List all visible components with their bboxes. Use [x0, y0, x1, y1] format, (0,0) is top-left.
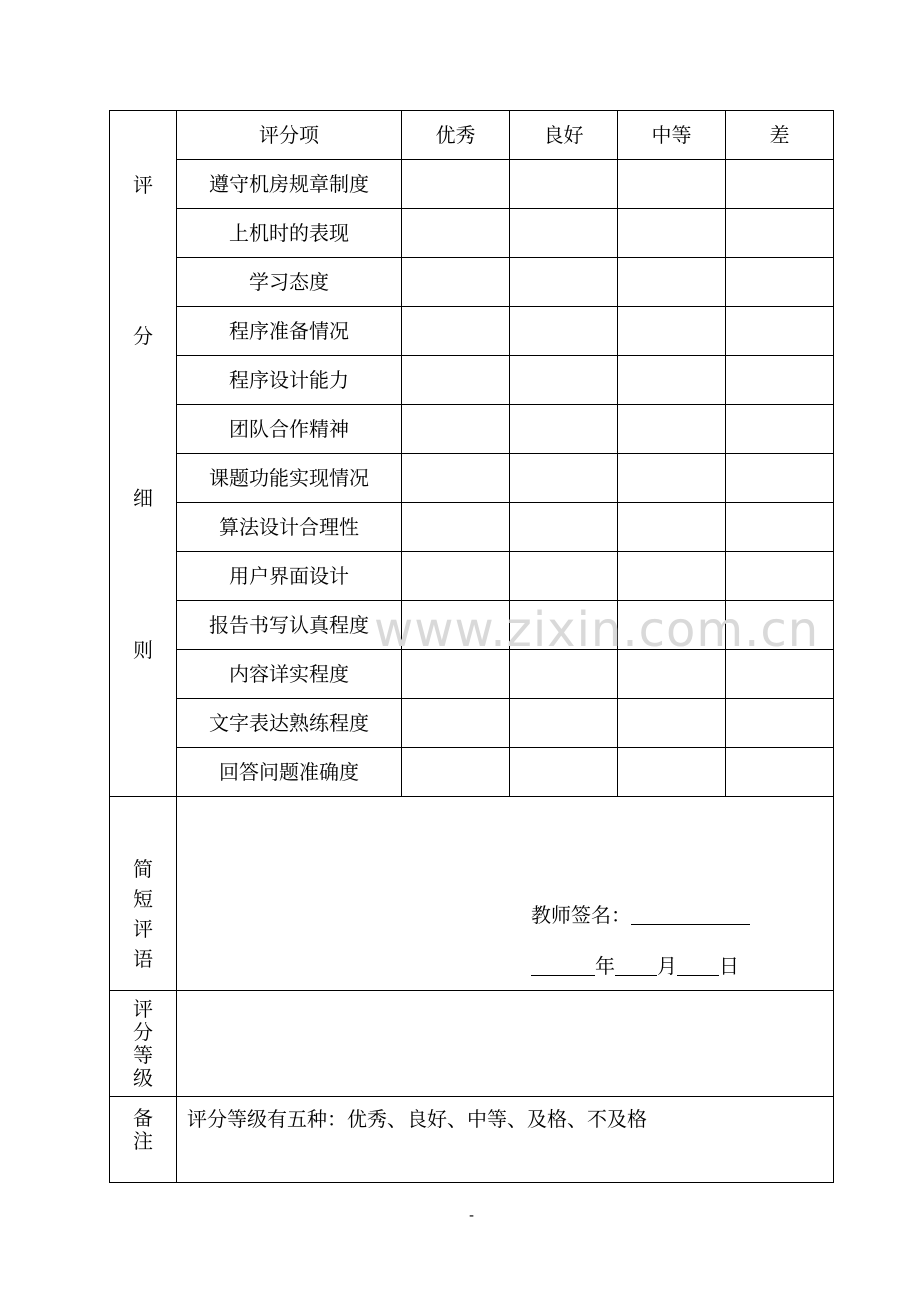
signature-label: 教师签名： — [531, 903, 631, 927]
score-cell-excellent[interactable] — [402, 748, 510, 797]
score-cell-poor[interactable] — [726, 699, 834, 748]
signature-blank[interactable] — [631, 904, 750, 925]
criteria-label: 程序准备情况 — [177, 307, 402, 356]
evaluation-side-label — [110, 111, 177, 797]
side-char: 级 — [133, 1065, 153, 1090]
score-cell-poor[interactable] — [726, 307, 834, 356]
score-cell-excellent[interactable] — [402, 356, 510, 405]
score-cell-poor[interactable] — [726, 356, 834, 405]
header-excellent: 优秀 — [402, 111, 510, 160]
criteria-row — [110, 405, 834, 454]
side-char: 评 — [133, 996, 153, 1021]
criteria-label: 遵守机房规章制度 — [177, 160, 402, 209]
side-char: 备 — [133, 1106, 153, 1130]
score-cell-good[interactable] — [510, 258, 618, 307]
comment-side-label — [110, 797, 177, 991]
grade-area[interactable] — [177, 991, 834, 1097]
comment-area[interactable] — [177, 797, 834, 991]
teacher-signature — [531, 903, 750, 927]
score-cell-poor[interactable] — [726, 405, 834, 454]
score-cell-good[interactable] — [510, 699, 618, 748]
page-footer-mark: - — [469, 1208, 475, 1224]
score-cell-poor[interactable] — [726, 748, 834, 797]
note-side-label — [110, 1097, 177, 1183]
note-text: 评分等级有五种：优秀、良好、中等、及格、不及格 — [177, 1097, 834, 1183]
score-cell-good[interactable] — [510, 405, 618, 454]
score-cell-poor[interactable] — [726, 209, 834, 258]
score-cell-excellent[interactable] — [402, 307, 510, 356]
score-cell-poor[interactable] — [726, 258, 834, 307]
criteria-label: 课题功能实现情况 — [177, 454, 402, 503]
score-cell-good[interactable] — [510, 454, 618, 503]
score-cell-excellent[interactable] — [402, 405, 510, 454]
score-cell-excellent[interactable] — [402, 209, 510, 258]
score-cell-medium[interactable] — [618, 552, 726, 601]
criteria-row — [110, 503, 834, 552]
day-label: 日 — [719, 954, 739, 978]
criteria-label: 用户界面设计 — [177, 552, 402, 601]
side-char: 简 — [133, 856, 153, 881]
side-char: 语 — [133, 946, 153, 971]
side-char: 等 — [133, 1042, 153, 1067]
side-char: 评 — [133, 916, 153, 941]
criteria-row — [110, 552, 834, 601]
year-blank[interactable] — [531, 955, 595, 976]
score-cell-medium[interactable] — [618, 454, 726, 503]
score-cell-medium[interactable] — [618, 307, 726, 356]
grade-side-label — [110, 991, 177, 1097]
day-blank[interactable] — [677, 955, 719, 976]
side-char: 则 — [133, 638, 153, 662]
score-cell-good[interactable] — [510, 307, 618, 356]
criteria-label: 团队合作精神 — [177, 405, 402, 454]
month-blank[interactable] — [615, 955, 657, 976]
criteria-row — [110, 356, 834, 405]
comment-row — [110, 797, 834, 991]
score-cell-good[interactable] — [510, 356, 618, 405]
score-cell-medium[interactable] — [618, 699, 726, 748]
score-cell-good[interactable] — [510, 503, 618, 552]
side-char: 分 — [133, 324, 153, 348]
score-cell-medium[interactable] — [618, 405, 726, 454]
criteria-row — [110, 209, 834, 258]
criteria-label: 回答问题准确度 — [177, 748, 402, 797]
criteria-row — [110, 307, 834, 356]
side-char: 分 — [133, 1019, 153, 1044]
score-cell-medium[interactable] — [618, 503, 726, 552]
header-row — [110, 111, 834, 160]
header-poor: 差 — [726, 111, 834, 160]
score-cell-medium[interactable] — [618, 356, 726, 405]
signature-date — [531, 954, 739, 978]
side-char: 短 — [133, 886, 153, 911]
criteria-label: 文字表达熟练程度 — [177, 699, 402, 748]
score-cell-excellent[interactable] — [402, 503, 510, 552]
side-char: 注 — [133, 1129, 153, 1153]
criteria-label: 内容详实程度 — [177, 650, 402, 699]
criteria-label: 程序设计能力 — [177, 356, 402, 405]
score-cell-medium[interactable] — [618, 209, 726, 258]
side-char: 细 — [133, 486, 153, 510]
header-medium: 中等 — [618, 111, 726, 160]
score-cell-poor[interactable] — [726, 160, 834, 209]
criteria-row — [110, 160, 834, 209]
watermark: www.zixin.com.cn — [374, 602, 820, 658]
criteria-label: 算法设计合理性 — [177, 503, 402, 552]
score-cell-excellent[interactable] — [402, 454, 510, 503]
year-label: 年 — [595, 954, 615, 978]
criteria-row — [110, 258, 834, 307]
score-cell-good[interactable] — [510, 552, 618, 601]
score-cell-excellent[interactable] — [402, 160, 510, 209]
score-cell-good[interactable] — [510, 209, 618, 258]
score-cell-excellent[interactable] — [402, 699, 510, 748]
criteria-label: 学习态度 — [177, 258, 402, 307]
score-cell-medium[interactable] — [618, 258, 726, 307]
grade-row — [110, 991, 834, 1097]
score-cell-good[interactable] — [510, 748, 618, 797]
criteria-row — [110, 454, 834, 503]
criteria-row — [110, 699, 834, 748]
note-row — [110, 1097, 834, 1183]
score-cell-excellent[interactable] — [402, 552, 510, 601]
score-cell-poor[interactable] — [726, 503, 834, 552]
criteria-label: 报告书写认真程度 — [177, 601, 402, 650]
header-item: 评分项 — [177, 111, 402, 160]
side-char: 评 — [133, 173, 153, 197]
criteria-label: 上机时的表现 — [177, 209, 402, 258]
score-cell-medium[interactable] — [618, 160, 726, 209]
score-cell-poor[interactable] — [726, 552, 834, 601]
score-cell-medium[interactable] — [618, 748, 726, 797]
header-good: 良好 — [510, 111, 618, 160]
score-cell-poor[interactable] — [726, 454, 834, 503]
month-label: 月 — [657, 954, 677, 978]
score-cell-excellent[interactable] — [402, 258, 510, 307]
criteria-row — [110, 748, 834, 797]
score-cell-good[interactable] — [510, 160, 618, 209]
